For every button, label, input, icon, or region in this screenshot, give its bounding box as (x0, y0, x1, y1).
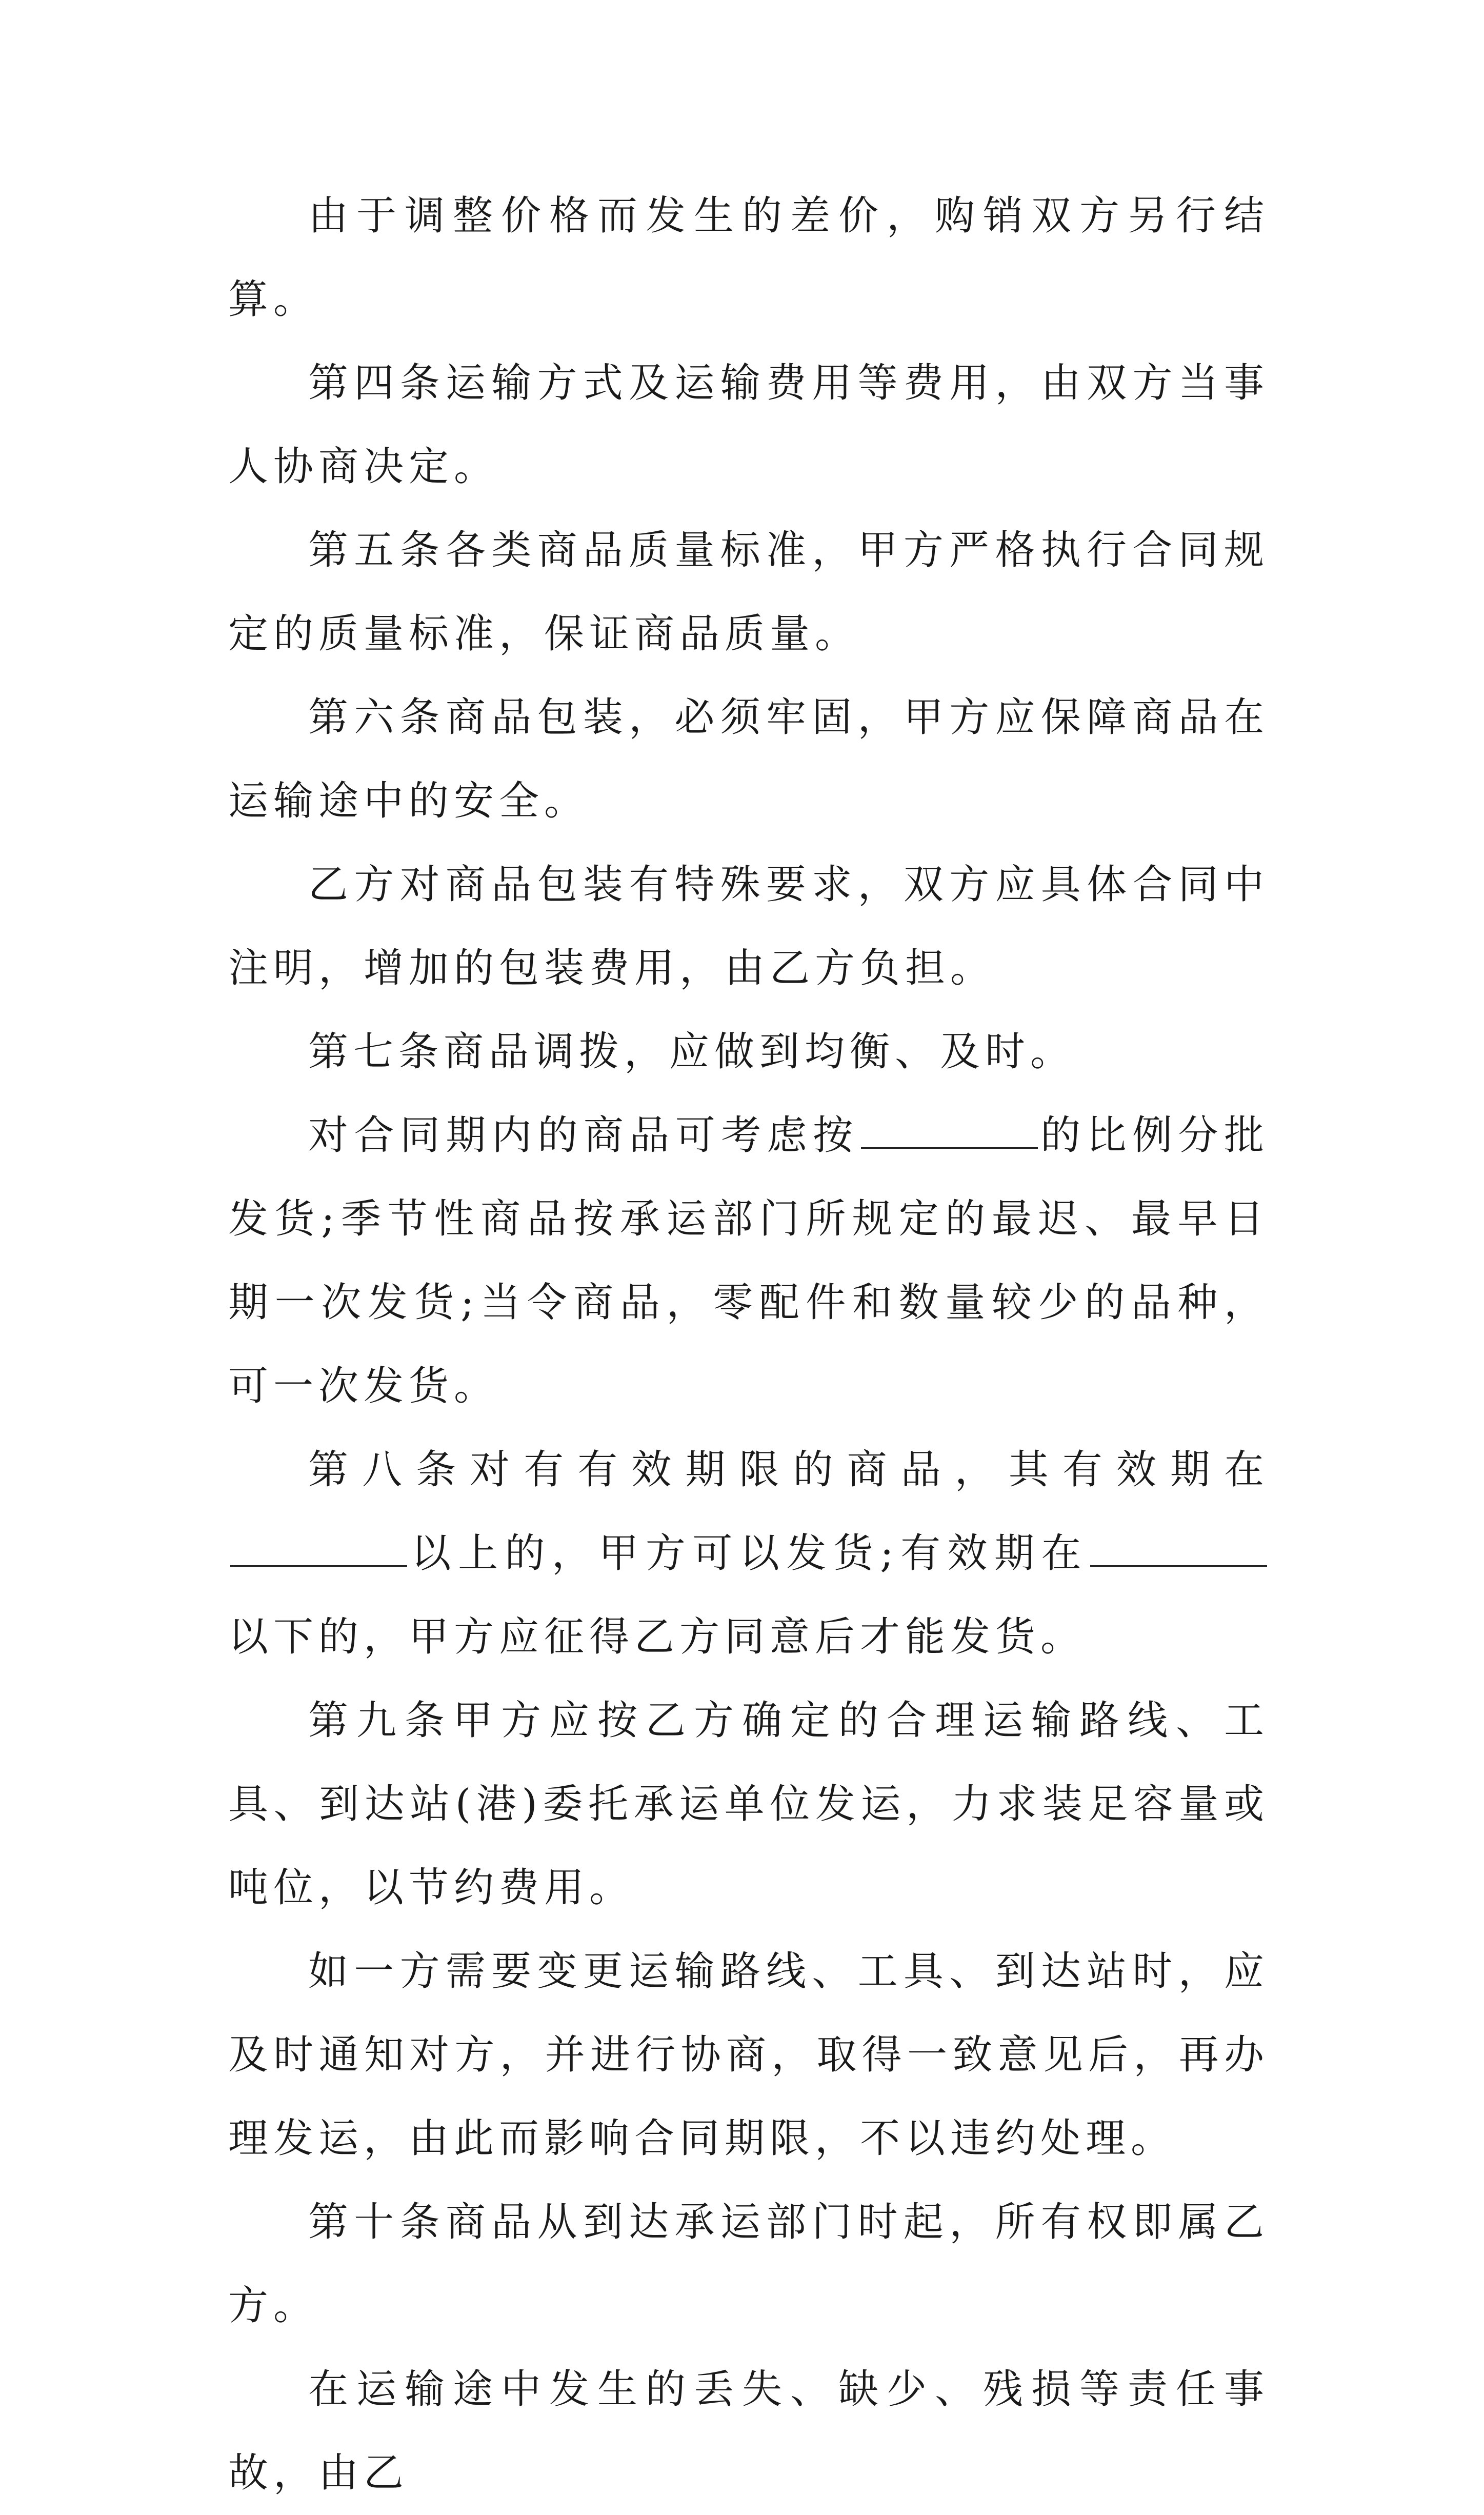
paragraph-transit-loss: 在运输途中发生的丢失、缺少、残损等责任事故，由乙 (228, 2366, 1269, 2496)
paragraph-article-9: 第九条甲方应按乙方确定的合理运输路线、工具、到达站(港)委托承运单位发运，力求装足容量或吨位，以节约费用。 (228, 1698, 1269, 1911)
paragraph-delivery-ratio (228, 1094, 1269, 1428)
ratio-text-before: 对合同期内的商品可考虑按 (308, 1112, 859, 1159)
paragraph-article-4: 第四条运输方式及运输费用等费用，由双方当事人协商决定。 (228, 360, 1269, 490)
paragraph-article-5: 第五条各类商品质量标准，甲方严格执行合同规定的质量标准，保证商品质量。 (228, 527, 1269, 657)
paragraph-price-difference: 由于调整价格而发生的差价，购销双方另行结算。 (228, 193, 1269, 323)
paragraph-route-change: 如一方需要变更运输路线、工具、到达站时，应及时通知对方，并进行协商，取得一致意见后，再办理发运，由此而影响合同期限，不以违约处理。 (228, 1948, 1269, 2162)
validity-text-2: 以上的，甲方可以发货;有效期在 (409, 1530, 1088, 1576)
blank-validity-min-field[interactable] (230, 1529, 407, 1567)
paragraph-article-7: 第七条商品调拨，应做到均衡、及时。 (308, 1029, 1076, 1075)
paragraph-article-8 (228, 1428, 1269, 1679)
validity-text-1: 第八条对有有效期限的商品，其有效期在 (308, 1447, 1269, 1493)
paragraph-special-packaging: 乙方对商品包装有特殊要求，双方应具体合同中注明，增加的包装费用，由乙方负担。 (228, 862, 1269, 991)
blank-validity-max-field[interactable] (1090, 1529, 1267, 1567)
blank-ratio-field[interactable] (861, 1111, 1038, 1149)
paragraph-article-10: 第十条商品从到达承运部门时起，所有权即属乙方。 (228, 2199, 1269, 2329)
ratio-text-after: 的比例分批发货;季节性商品按承运部门所规定的最迟、最早日期一次发货;当令商品，零配件和数量较少的品种，可一次发货。 (228, 1112, 1269, 1409)
paragraph-article-6: 第六条商品包装，必须牢固，甲方应保障商品在运输途中的安全。 (228, 694, 1269, 824)
document-body (228, 174, 1269, 2515)
validity-text-3: 以下的，甲方应征得乙方同意后才能发货。 (228, 1614, 1086, 1660)
